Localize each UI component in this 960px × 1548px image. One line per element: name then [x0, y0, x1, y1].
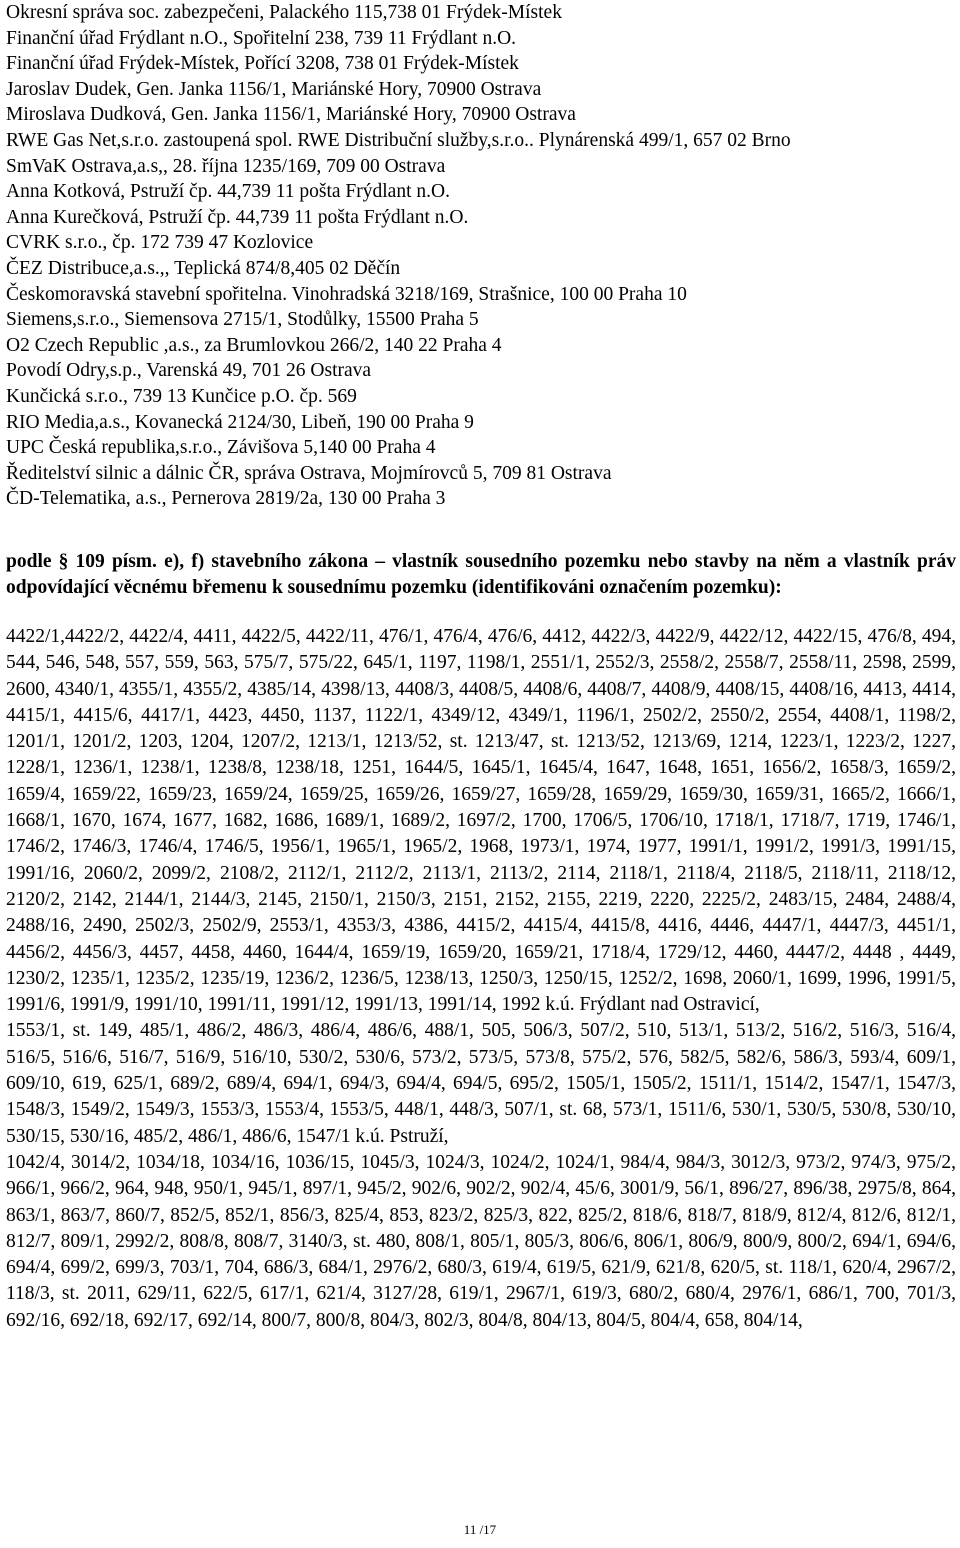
parcels-pstruzi: 1553/1, st. 149, 485/1, 486/2, 486/3, 486/4, 486/6, 488/1, 505, 506/3, 507/2, 510, 513/1, 513/2, 516/2, 516/3, 516/4, 516/5, 516/6, 516/7, 516/9, 516/10, 530/2, 530/6, 573/2, 573/5, 573/8, 575/2, 576, 582/5, 582/6, 586/3, 593/4, 609/1, 609/10, 619, 625/1, 689/2, 689/4, 694/1, 694/3, 694/4, 694/5, 695/2, 1505/1, 1505/2, 1511/1, 1514/2, 1547/1, 1547/3, 1548/3, 1549/2, 1549/3, 1553/3, 1553/4, 1553/5, 448/1, 448/3, 507/1, st. 68, 573/1, 1511/6, 530/1, 530/5, 530/8, 530/10, 530/15, 530/16, 485/2, 486/1, 486/6, 1547/1 k.ú. Pstruží,: [6, 1020, 956, 1147]
address-line: Českomoravská stavební spořitelna. Vinohradská 3218/169, Strašnice, 100 00 Praha 10: [6, 283, 687, 305]
address-line: UPC Česká republika,s.r.o., Závišova 5,140 00 Praha 4: [6, 437, 436, 459]
address-line: Anna Kurečková, Pstruží čp. 44,739 11 pošta Frýdlant n.O.: [6, 206, 469, 228]
address-line: Okresní správa soc. zabezpečeni, Palackého 115,738 01 Frýdek-Místek: [6, 2, 562, 23]
address-line: Kunčická s.r.o., 739 13 Kunčice p.O. čp. 569: [6, 385, 357, 407]
address-line: Siemens,s.r.o., Siemensova 2715/1, Stodůlky, 15500 Praha 5: [6, 309, 479, 331]
parcel-list: [6, 624, 956, 1334]
address-line: SmVaK Ostrava,a.s,, 28. října 1235/169, 709 00 Ostrava: [6, 155, 446, 177]
address-line: Povodí Odry,s.p., Varenská 49, 701 26 Ostrava: [6, 360, 372, 382]
address-list: [6, 0, 956, 512]
address-line: RIO Media,a.s., Kovanecká 2124/30, Libeň, 190 00 Praha 9: [6, 411, 474, 433]
address-line: ČD-Telematika, a.s., Pernerova 2819/2a, 130 00 Praha 3: [6, 488, 446, 510]
address-line: ČEZ Distribuce,a.s.,, Teplická 874/8,405 02 Děčín: [6, 257, 401, 279]
address-line: O2 Czech Republic ,a.s., za Brumlovkou 266/2, 140 22 Praha 4: [6, 334, 502, 356]
parcels-frydlant: 4422/1,4422/2, 4422/4, 4411, 4422/5, 4422/11, 476/1, 476/4, 476/6, 4412, 4422/3, 4422/9, 4422/12, 4422/15, 476/8, 494, 544, 546, 548, 557, 559, 563, 575/7, 575/22, 645/1, 1197, 1198/1, 2551/1, 2552/3, 2558/2, 2558/7, 2558/11, 2598, 2599, 2600, 4340/1, 4355/1, 4355/2, 4385/14, 4398/13, 4408/3, 4408/5, 4408/6, 4408/7, 4408/9, 4408/15, 4408/16, 4413, 4414, 4415/1, 4415/6, 4417/1, 4423, 4450, 1137, 1122/1, 4349/12, 4349/1, 1196/1, 2502/2, 2550/2, 2554, 4408/1, 1198/2, 1201/1, 1201/2, 1203, 1204, 1207/2, 1213/1, 1213/52, st. 1213/47, st. 1213/52, 1213/69, 1214, 1223/1, 1223/2, 1227, 1228/1, 1236/1, 1238/1, 1238/8, 1238/18, 1251, 1644/5, 1645/1, 1645/4, 1647, 1648, 1651, 1656/2, 1658/3, 1659/2, 1659/4, 1659/22, 1659/23, 1659/24, 1659/25, 1659/26, 1659/27, 1659/28, 1659/29, 1659/30, 1659/31, 1665/2, 1666/1, 1668/1, 1670, 1674, 1677, 1682, 1686, 1689/1, 1689/2, 1697/2, 1700, 1706/5, 1706/10, 1718/1, 1718/7, 1719, 1746/1, 1746/2, 1746/3, 1746/4, 1746/5, 1956/1, 1965/1, 1965/2, 1968, 1973/1, 1974, 1977, 1991/1, 1991/2, 1991/3, 1991/15, 1991/16, 2060/2, 2099/2, 2108/2, 2112/1, 2112/2, 2113/1, 2113/2, 2114, 2118/1, 2118/4, 2118/5, 2118/11, 2118/12, 2120/2, 2142, 2144/1, 2144/3, 2145, 2150/1, 2150/3, 2151, 2152, 2155, 2219, 2220, 2225/2, 2483/15, 2484, 2488/4, 2488/16, 2490, 2502/3, 2502/9, 2553/1, 4353/3, 4386, 4415/2, 4415/4, 4415/8, 4416, 4446, 4447/1, 4447/3, 4451/1, 4456/2, 4456/3, 4457, 4458, 4460, 1644/4, 1659/19, 1659/20, 1659/21, 1718/4, 1729/12, 4460, 4447/2, 4448 , 4449, 1230/2, 1235/1, 1235/2, 1235/19, 1236/2, 1236/5, 1238/13, 1250/3, 1250/15, 1252/2, 1698, 2060/1, 1699, 1996, 1991/5, 1991/6, 1991/9, 1991/10, 1991/11, 1991/12, 1991/13, 1991/14, 1992 k.ú. Frýdlant nad Ostravicí,: [6, 626, 956, 1016]
address-line: Miroslava Dudková, Gen. Janka 1156/1, Mariánské Hory, 70900 Ostrava: [6, 104, 576, 126]
address-line: Ředitelství silnic a dálnic ČR, správa Ostrava, Mojmírovců 5, 709 81 Ostrava: [6, 462, 612, 484]
parcels-third: 1042/4, 3014/2, 1034/18, 1034/16, 1036/15, 1045/3, 1024/3, 1024/2, 1024/1, 984/4, 984/3, 3012/3, 973/2, 974/3, 975/2, 966/1, 966/2, 964, 948, 950/1, 945/1, 897/1, 945/2, 902/6, 902/2, 902/4, 45/6, 3001/9, 56/1, 896/27, 896/38, 2975/8, 864, 863/1, 863/7, 860/7, 852/5, 852/1, 856/3, 825/4, 853, 823/2, 825/3, 822, 825/2, 818/6, 818/7, 818/9, 812/4, 812/6, 812/1, 812/7, 809/1, 2992/2, 808/8, 808/7, 3140/3, st. 480, 808/1, 805/1, 805/3, 806/6, 806/1, 806/9, 800/9, 800/2, 694/1, 694/6, 694/4, 699/2, 699/3, 703/1, 704, 686/3, 684/1, 2976/2, 680/3, 619/4, 619/5, 621/9, 621/8, 620/5, st. 118/1, 620/4, 2967/2, 118/3, st. 2011, 629/11, 622/5, 617/1, 621/4, 3127/28, 619/1, 2967/1, 619/3, 680/2, 680/4, 2976/1, 686/1, 700, 701/3, 692/16, 692/18, 692/17, 692/14, 800/7, 800/8, 804/3, 802/3, 804/8, 804/13, 804/5, 804/4, 658, 804/14,: [6, 1151, 956, 1331]
section-heading: podle § 109 písm. e), f) stavebního zákona – vlastník sousedního pozemku nebo stavby na něm a vlastník práv odpovídající věcnému břemenu k sousednímu pozemku (identifikováni označením pozemku):: [6, 551, 956, 598]
address-line: RWE Gas Net,s.r.o. zastoupená spol. RWE Distribuční služby,s.r.o.. Plynárenská 499/1, 657 02 Brno: [6, 129, 791, 151]
address-line: Jaroslav Dudek, Gen. Janka 1156/1, Mariánské Hory, 70900 Ostrava: [6, 78, 542, 100]
address-line: Anna Kotková, Pstruží čp. 44,739 11 pošta Frýdlant n.O.: [6, 181, 450, 203]
address-line: CVRK s.r.o., čp. 172 739 47 Kozlovice: [6, 232, 314, 254]
address-line: Finanční úřad Frýdek-Místek, Pořící 3208, 738 01 Frýdek-Místek: [6, 53, 519, 75]
page-number: 11 /17: [463, 1522, 497, 1537]
address-line: Finanční úřad Frýdlant n.O., Spořitelní 238, 739 11 Frýdlant n.O.: [6, 27, 517, 49]
